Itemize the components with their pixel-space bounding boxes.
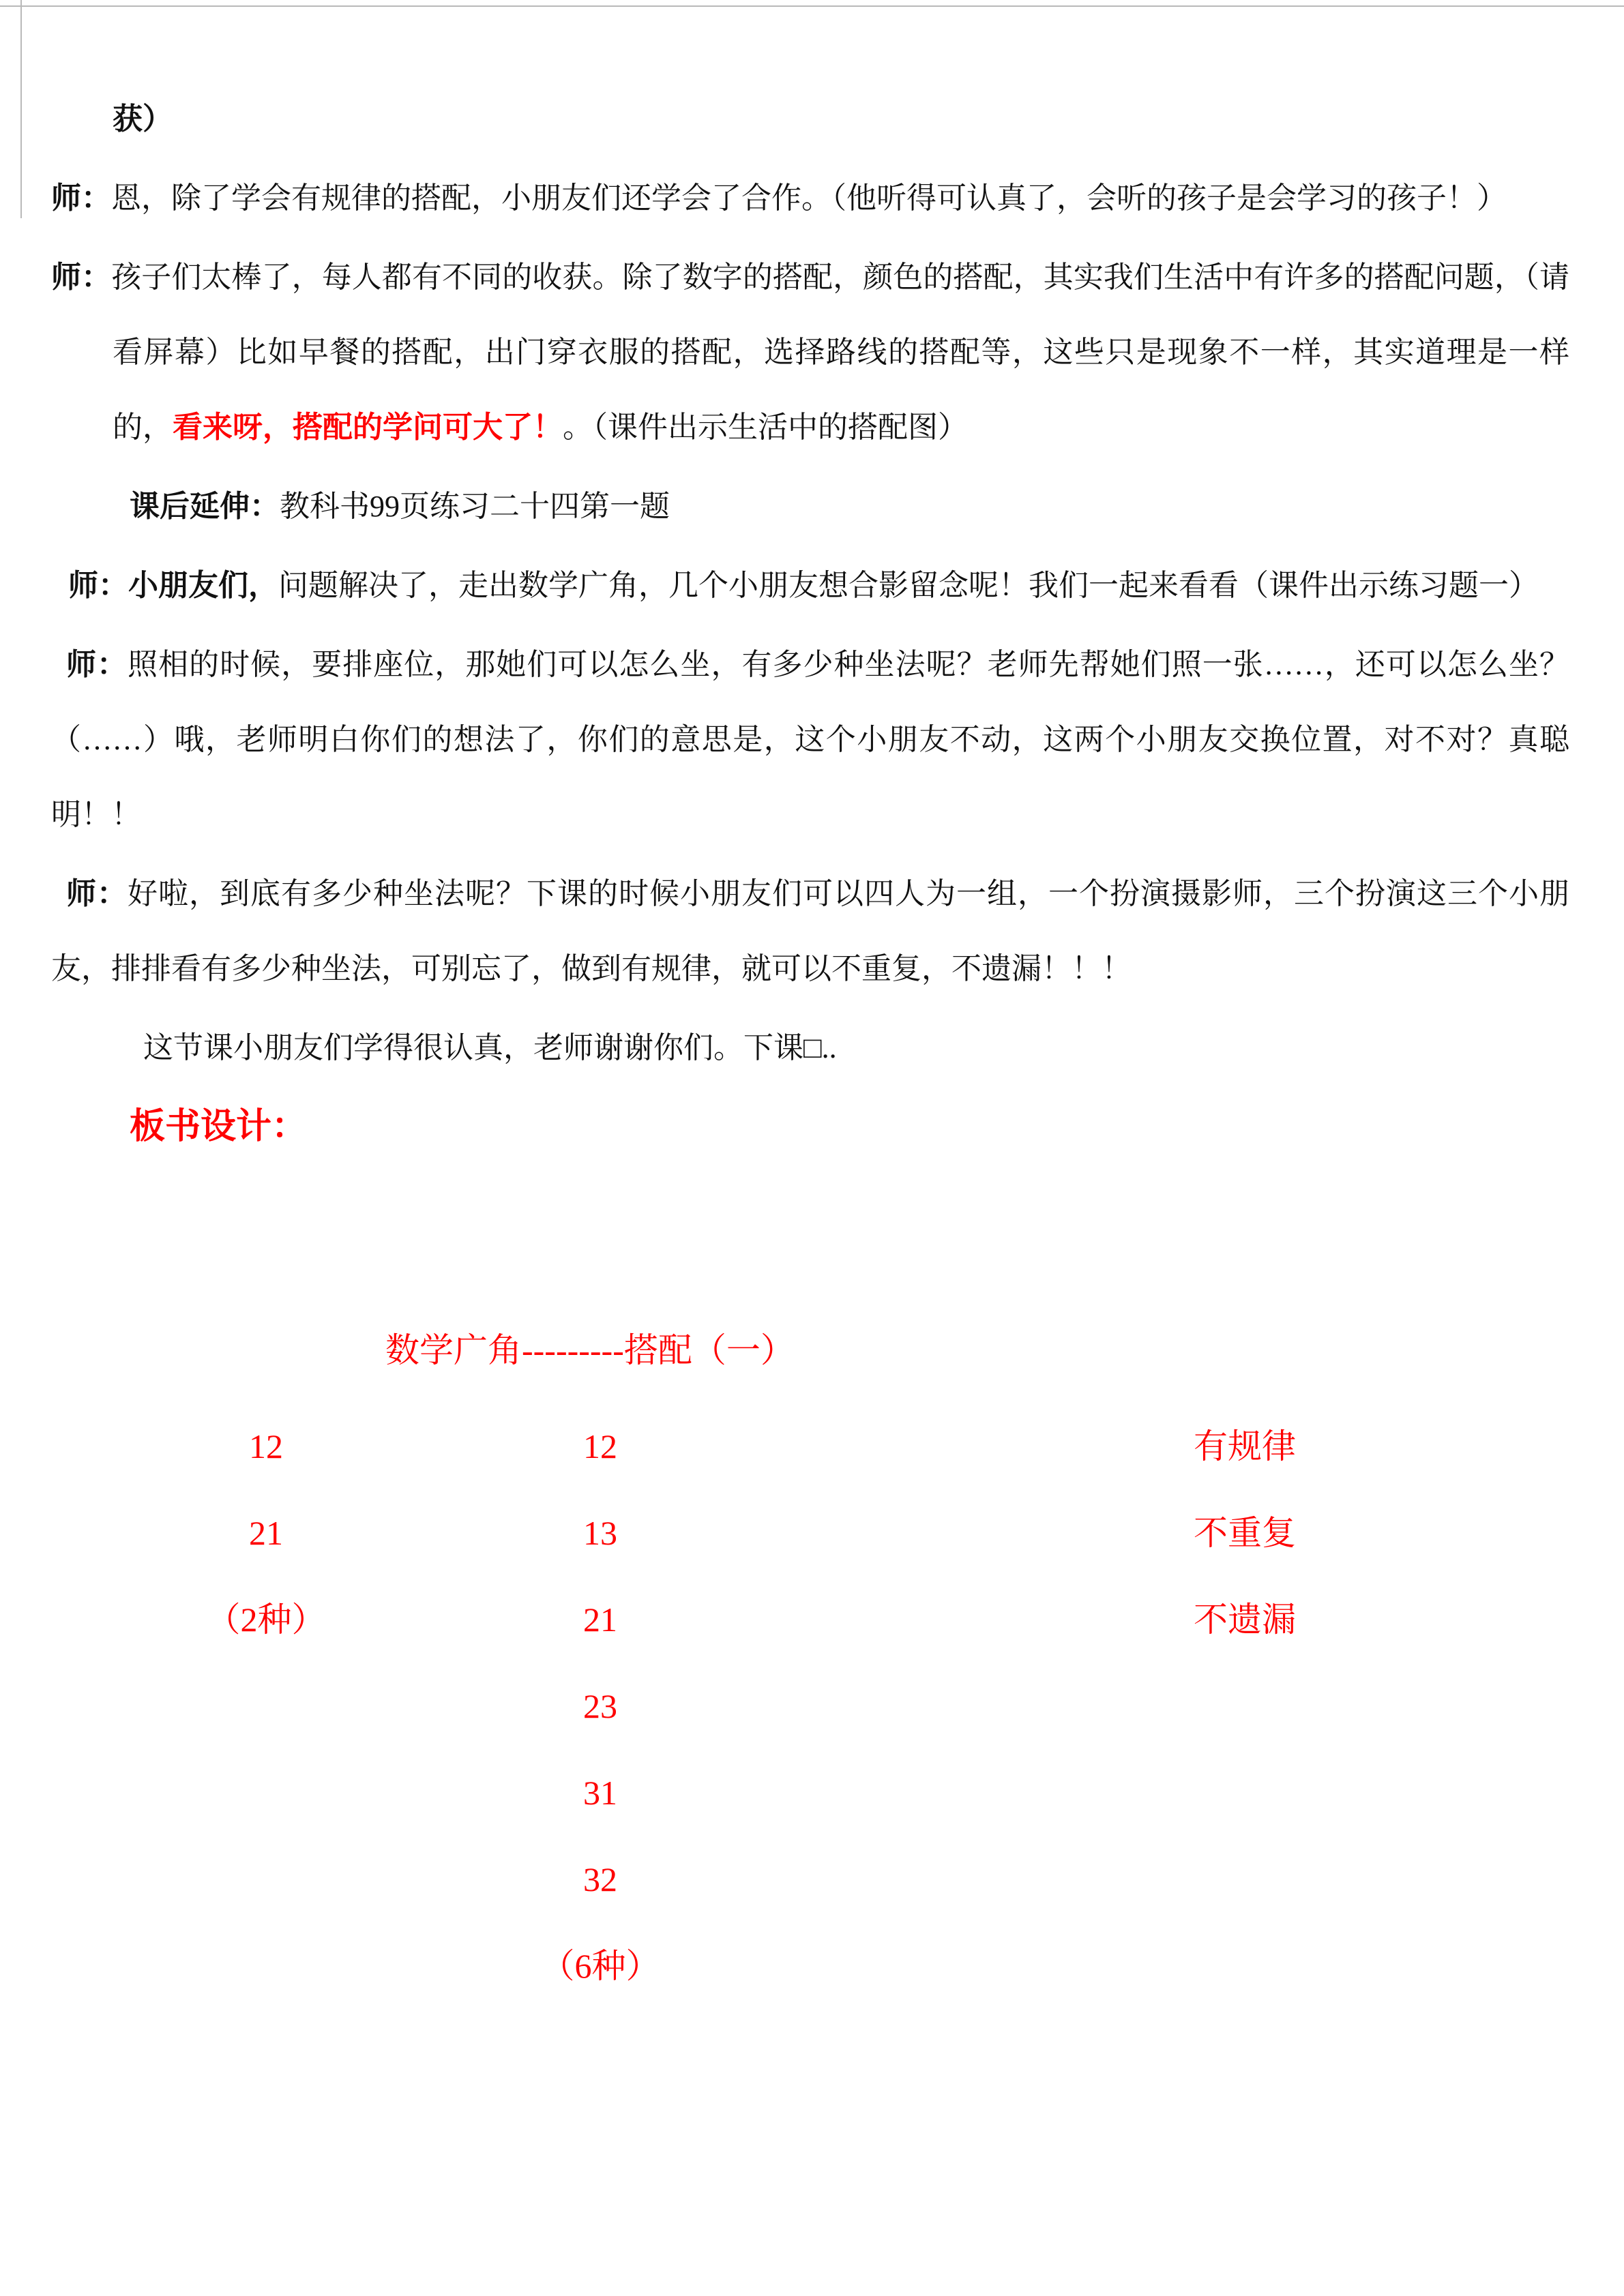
text-run: 问题解决了，走出数学广角，几个小朋友想合影留念呢！我们一起来看看（课件出示练习题一）	[278, 569, 1539, 602]
text-run: 小朋友们，	[128, 569, 278, 602]
text-run: 师：	[66, 877, 128, 910]
text-run: 课后延伸：	[130, 490, 280, 523]
paragraph-teacher-1	[51, 161, 1569, 236]
board-value: 23	[583, 1687, 617, 1725]
board-value: 32	[583, 1860, 617, 1898]
text-run: 教科书99页练习二十四第一题	[280, 490, 670, 523]
paragraph-closing	[143, 1011, 1569, 1086]
text-run: 师：	[66, 648, 128, 681]
board-value: 21	[583, 1600, 617, 1639]
board-value: 12	[583, 1427, 617, 1465]
text-run: 师：	[51, 181, 111, 215]
text-run: 恩，除了学会有规律的搭配，小朋友们还学会了合作。（他听得可认真了，会听的孩子是会学习的孩子！）	[111, 181, 1507, 215]
paragraph-teacher-5	[51, 856, 1569, 1007]
board-title: 数学广角---------搭配（一）	[385, 1331, 795, 1369]
board-value: 不遗漏	[1194, 1600, 1296, 1639]
board-value: 不重复	[1194, 1514, 1296, 1552]
board-value: 31	[583, 1774, 617, 1812]
paragraph-teacher-2	[51, 240, 1569, 465]
board-value: 有规律	[1194, 1427, 1296, 1465]
board-value: 21	[249, 1514, 283, 1552]
paragraph-continuation	[113, 82, 1569, 157]
page-border-left	[20, 0, 22, 218]
board-value: 13	[583, 1514, 617, 1552]
text-run: 师：	[68, 569, 128, 602]
text-run: 好啦，到底有多少种坐法呢？下课的时候小朋友们可以四人为一组，一个扮演摄影师，三个扮演这三个小朋友，排排看有多少种坐法，可别忘了，做到有规律，就可以不重复，不遗漏！！！	[51, 877, 1569, 985]
page-border-top	[0, 5, 1624, 7]
text-run: 获）	[113, 102, 173, 136]
blackboard-design	[51, 1316, 1569, 2010]
board-column-two-digit	[153, 1403, 379, 1663]
board-value: （6种）	[540, 1947, 660, 1985]
board-design-heading: 板书设计：	[130, 1107, 308, 1146]
document-body	[51, 82, 1569, 1169]
text-run: 。（课件出示生活中的搭配图）	[563, 411, 968, 444]
text-run: 师：	[51, 260, 112, 294]
paragraph-teacher-4	[51, 627, 1569, 852]
text-run: 看来呀，搭配的学问可大了！	[173, 411, 563, 444]
board-column-three-digit	[488, 1403, 713, 2010]
board-grid	[51, 1403, 1569, 2010]
text-run: 这节课小朋友们学得很认真，老师谢谢你们。下课□..	[143, 1031, 837, 1064]
text-run: 照相的时候，要排座位，那她们可以怎么坐，有多少种坐法呢？老师先帮她们照一张……，还可以怎么坐？（……）哦，老师明白你们的想法了，你们的意思是，这个小朋友不动，这两个小朋友交换位置，对不对？真聪明！！	[51, 648, 1570, 831]
text-run: 孩子们太棒了，每人都有不同的收获。除了数字的搭配，颜色的搭配，其实我们生活中有许多的搭配问题，（请看屏幕）比如早餐的搭配，出门穿衣服的搭配，选择路线的搭配等，这些只是现象不一样，其实道理是一样的，	[111, 260, 1570, 444]
paragraph-teacher-3	[51, 548, 1569, 623]
board-column-rules	[1102, 1403, 1388, 1663]
board-value: 12	[249, 1427, 283, 1465]
paragraph-homework	[130, 469, 1569, 544]
board-value: （2种）	[206, 1600, 326, 1639]
